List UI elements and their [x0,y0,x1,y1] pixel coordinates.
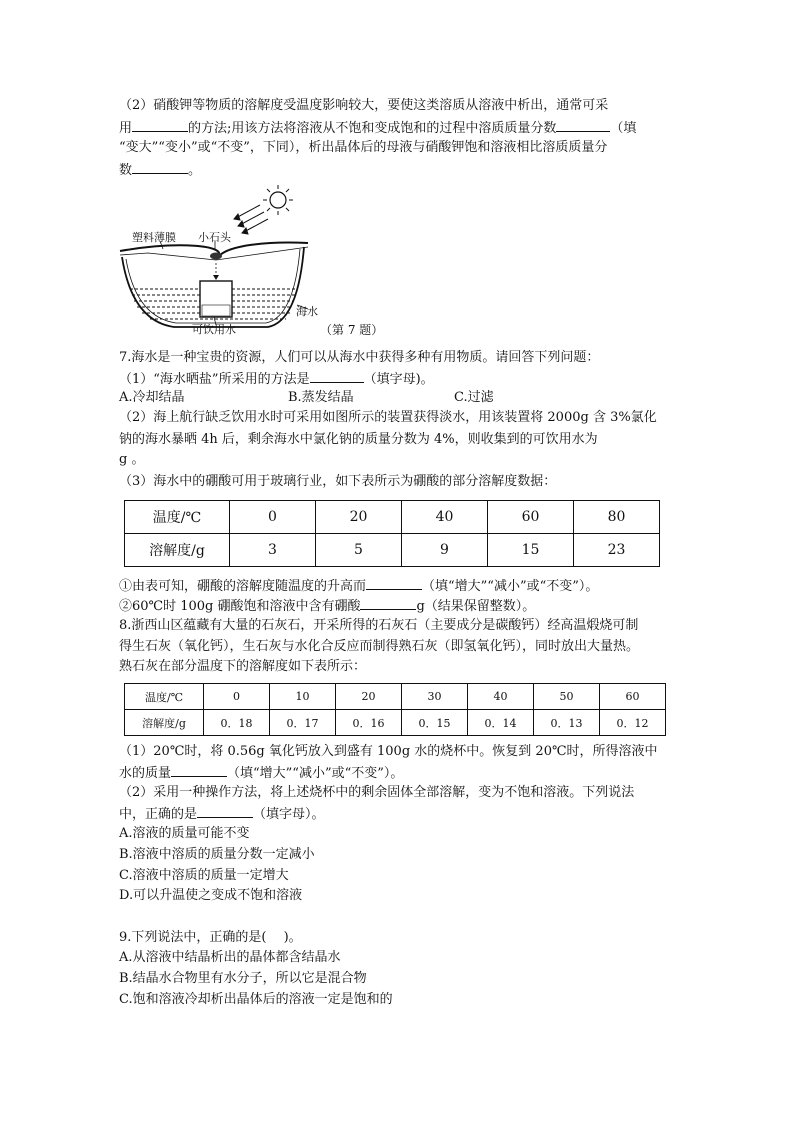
answer-blank[interactable] [197,803,253,818]
q6-p2-line2 [119,117,636,139]
q6-p2-line2c: （填 [610,121,637,136]
table-cell: 40 [468,684,534,710]
q8-option-d: D.可以升温使之变成不饱和溶液 [119,888,303,903]
q7-p1b: （填字母)。 [363,372,434,387]
q6-p2-line4 [119,159,201,181]
table-cell: 0 [230,501,316,534]
q8-p1-line1: （1）20℃时，将 0.56g 氧化钙放入到盛有 100g 水的烧杯中。恢复到 20℃时，所得溶液中 [119,744,658,759]
q7-s1a: ①由表可知，硼酸的溶解度随温度的升高而 [119,579,367,594]
q7-p2-line3: g 。 [119,452,145,467]
q6-p2-line4b: 。 [188,163,202,178]
table-cell: 30 [402,684,468,710]
answer-blank[interactable] [132,117,188,132]
sunlight-arrows [234,205,268,234]
table-cell: 80 [574,501,660,534]
q8-option-b: B.溶液中溶质的质量分数一定减小 [119,847,315,862]
q8-p1-line2 [119,762,403,784]
q8-option-c: C.溶液中溶质的质量一定增大 [119,868,289,883]
q8-p2-line2a: 中，正确的是 [119,807,198,822]
q8-p2-line2 [119,803,325,825]
q7-p3: （3）海水中的硼酸可用于玻璃行业，如下表所示为硼酸的部分溶解度数据： [119,474,557,489]
answer-blank[interactable] [310,368,364,383]
q9-option-c: C.饱和溶液冷却析出晶体后的溶液一定是饱和的 [119,992,393,1007]
table-row [125,534,660,567]
label-small-stone: 小石头 [198,231,231,244]
q8-p1-line2b: （填“增大”“减小”或“不变”）。 [227,766,404,781]
q6-p2-line3: “变大”“变小”或“不变”，下同），析出晶体后的母液与硝酸钾饱和溶液相比溶质质量分 [119,140,608,155]
q8-line2: 得生石灰（氧化钙），生石灰与水化合反应而制得熟石灰（即氢氧化钙），同时放出大量热。 [119,639,640,654]
table-cell: 0．16 [336,710,402,736]
q8-p2-line2b: （填字母）。 [253,807,325,822]
q7-s2a: ②60℃时 100g 硼酸饱和溶液中含有硼酸 [119,599,361,614]
table-cell: 9 [402,534,488,567]
table-cell: 60 [600,684,666,710]
q7-option-b: B.蒸发结晶 [288,390,354,405]
boric-acid-table [124,500,660,567]
table-cell: 15 [488,534,574,567]
q6-p2-line4a: 数 [119,163,133,178]
q9-option-a: A.从溶液中结晶析出的晶体都含结晶水 [119,950,341,965]
q6-p2-line1: （2）硝酸钾等物质的溶解度受温度影响较大，要使这类溶质从溶液中析出，通常可采 [119,98,609,113]
q7-stem: 7.海水是一种宝贵的资源，人们可以从海水中获得多种有用物质。请回答下列问题： [119,350,600,365]
q8-option-a: A.溶液的质量可能不变 [119,826,250,841]
table-cell: 0．17 [270,710,336,736]
q7-option-c: C.过滤 [454,390,494,405]
q6-p2-line2a: 用 [119,121,133,136]
table-cell: 23 [574,534,660,567]
table-row [125,501,660,534]
table-cell: 0．13 [534,710,600,736]
q7-p1a: （1）“海水晒盐”所采用的方法是 [119,372,310,387]
q7-p1 [119,368,434,390]
row-label: 温度/℃ [125,501,230,534]
sun-icon [263,185,293,215]
q7-p2-line2: 钠的海水暴晒 4h 后，剩余海水中氯化钠的质量分数为 4%，则收集到的可饮用水为 [119,432,598,447]
table-cell: 20 [316,501,402,534]
label-plastic-film: 塑料薄膜 [132,231,176,244]
q8-line3: 熟石灰在部分温度下的溶解度如下表所示： [119,659,367,674]
table-cell: 0．15 [402,710,468,736]
q9-option-b: B.结晶水合物里有水分子，所以它是混合物 [119,971,367,986]
label-drinking-water: 可饮用水 [192,323,236,336]
table-cell: 50 [534,684,600,710]
row-label: 溶解度/g [125,710,204,736]
answer-blank[interactable] [360,595,416,610]
q7-s2 [119,595,535,617]
q7-s1 [119,575,598,597]
table-cell: 20 [336,684,402,710]
table-row [125,710,666,736]
table-cell: 0．18 [204,710,270,736]
answer-blank[interactable] [171,762,227,777]
table-cell: 5 [316,534,402,567]
q8-p1-line2a: 水的质量 [119,766,172,781]
calcium-hydroxide-table [124,683,666,736]
table-row [125,684,666,710]
table-cell: 0 [204,684,270,710]
q7-s2b: g（结果保留整数）。 [416,599,536,614]
q7-s1b: （填“增大”“减小”或“不变”）。 [422,579,599,594]
table-cell: 40 [402,501,488,534]
answer-blank[interactable] [556,117,610,132]
answer-blank[interactable] [132,159,188,174]
q7-p2-line1: （2）海上航行缺乏饮用水时可采用如图所示的装置获得淡水，用该装置将 2000g 含 3%氯化 [119,410,657,425]
table-cell: 60 [488,501,574,534]
q6-p2-line2b: 的方法;用该方法将溶液从不饱和变成饱和的过程中溶质质量分数 [188,121,557,136]
label-seawater: 海水 [296,305,318,318]
table-cell: 0．12 [600,710,666,736]
figure-caption: （第 7 题） [320,323,384,337]
q8-line1: 8.浙西山区蕴藏有大量的石灰石，开采所得的石灰石（主要成分是碳酸钙）经高温煅烧可制 [119,618,639,633]
table-cell: 0．14 [468,710,534,736]
table-cell: 3 [230,534,316,567]
q7-option-a: A.冷却结晶 [119,390,185,405]
row-label: 溶解度/g [125,534,230,567]
table-cell: 10 [270,684,336,710]
row-label: 温度/℃ [125,684,204,710]
answer-blank[interactable] [366,575,422,590]
q8-p2-line1: （2）采用一种操作方法，将上述烧杯中的剩余固体全部溶解，变为不饱和溶液。下列说法 [119,785,635,800]
q9-stem: 9.下列说法中，正确的是( )。 [119,930,302,945]
